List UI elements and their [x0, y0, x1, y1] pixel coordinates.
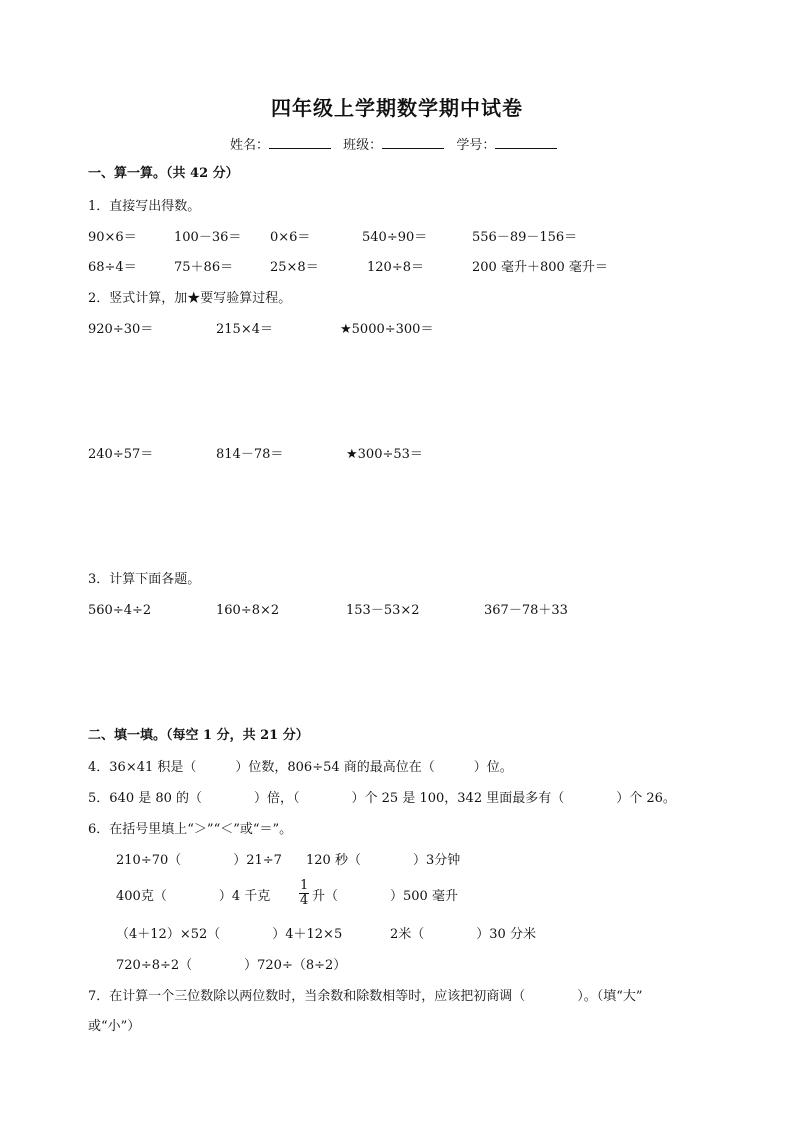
q1-item: 90×6＝ [88, 230, 137, 245]
q2-item: ★5000÷300＝ [340, 322, 434, 337]
q2-label: 2．竖式计算，加★要写验算过程。 [88, 291, 292, 306]
name-label: 姓名： [230, 138, 270, 153]
fraction-numerator: 1 [300, 878, 309, 893]
q3-item: 153－53×2 [346, 603, 420, 618]
q4-text: 4．36×41 积是（ ）位数，806÷54 商的最高位在（ ）位。 [88, 760, 513, 775]
q7-text-cont: 或“小”） [88, 1019, 141, 1034]
q1-item: 0×6＝ [270, 230, 311, 245]
class-label: 班级： [343, 138, 383, 153]
q6-compare-item: 400克（ ）4 千克 [116, 889, 271, 904]
section1-heading: 一、算一算。（共 42 分） [88, 166, 239, 181]
q6-label: 6．在括号里填上“＞”“＜”或“＝”。 [88, 822, 293, 837]
q1-item: 556－89－156＝ [472, 230, 578, 245]
q1-item: 120÷8＝ [367, 260, 424, 275]
q3-item: 560÷4÷2 [88, 603, 152, 618]
q6-compare-item: 升（ ）500 毫升 [312, 889, 458, 904]
q1-item: 100－36＝ [174, 230, 242, 245]
q2-item: 240÷57＝ [88, 447, 154, 462]
q6-compare-item: 120 秒（ ）3分钟 [306, 853, 461, 868]
q2-item: 920÷30＝ [88, 322, 154, 337]
class-blank[interactable] [382, 136, 444, 149]
q3-item: 367－78＋33 [484, 603, 568, 618]
q3-item: 160÷8×2 [216, 603, 280, 618]
q6-compare-item: 210÷70（ ）21÷7 [116, 853, 282, 868]
q2-item: 215×4＝ [216, 322, 273, 337]
id-label: 学号： [456, 138, 496, 153]
q1-item: 75＋86＝ [174, 260, 234, 275]
page-title: 四年级上学期数学期中试卷 [271, 96, 523, 120]
q7-text: 7．在计算一个三位数除以两位数时，当余数和除数相等时，应该把初商调（ ）。（填“大” [88, 989, 643, 1004]
q6-compare-item: 2米（ ）30 分米 [390, 927, 536, 942]
q2-item: ★300÷53＝ [346, 447, 423, 462]
name-blank[interactable] [269, 136, 331, 149]
q3-label: 3．计算下面各题。 [88, 572, 201, 587]
q1-item: 200 毫升＋800 毫升＝ [472, 260, 608, 275]
q6-compare-item: 720÷8÷2（ ）720÷（8÷2） [116, 958, 347, 973]
q6-compare-item: （4＋12）×52（ ）4＋12×5 [116, 927, 343, 942]
q5-text: 5．640 是 80 的（ ）倍，（ ）个 25 是 100，342 里面最多有（ ）个 26。 [88, 791, 676, 806]
id-blank[interactable] [495, 136, 557, 149]
q2-item: 814－78＝ [216, 447, 284, 462]
fraction-denominator: 4 [300, 893, 309, 908]
q1-item: 25×8＝ [270, 260, 319, 275]
student-info [230, 134, 565, 153]
q1-label: 1．直接写出得数。 [88, 199, 201, 214]
section2-heading: 二、填一填。（每空 1 分，共 21 分） [88, 728, 309, 743]
fraction-one-quarter [299, 879, 309, 908]
q1-item: 68÷4＝ [88, 260, 137, 275]
q1-item: 540÷90＝ [362, 230, 428, 245]
